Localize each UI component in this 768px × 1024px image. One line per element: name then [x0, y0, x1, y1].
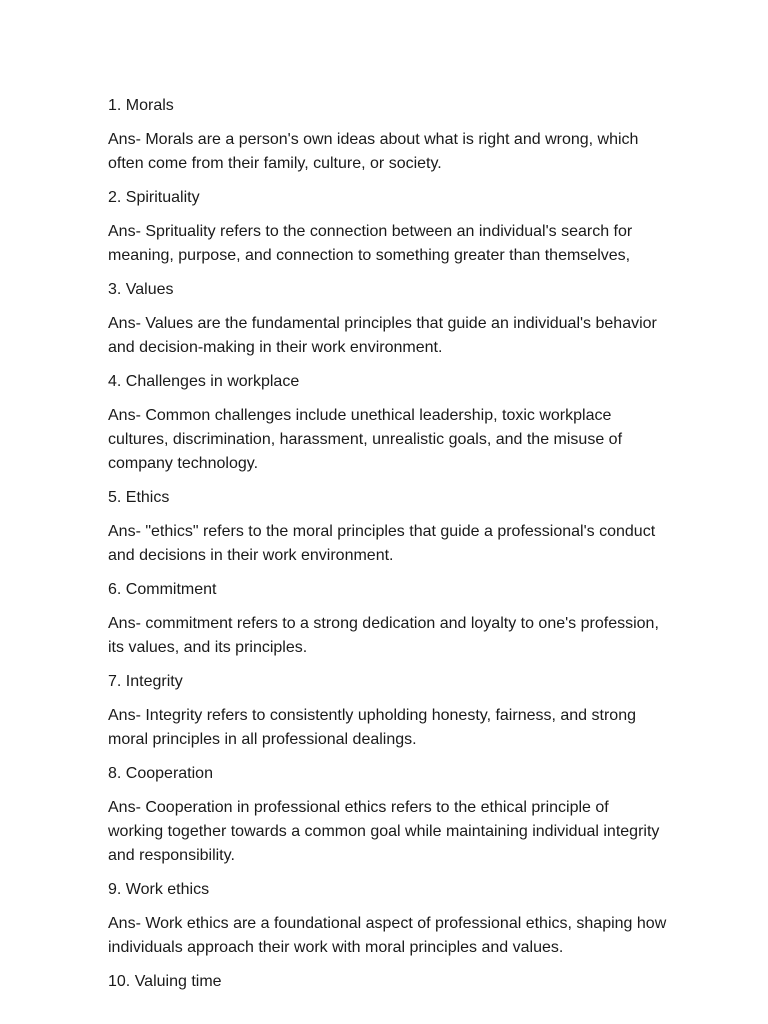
- question-heading: 4. Challenges in workplace: [108, 373, 300, 390]
- qa-item-integrity: [108, 670, 668, 752]
- question-heading: 6. Commitment: [108, 581, 217, 598]
- question-heading: 8. Cooperation: [108, 765, 213, 782]
- question-heading: 10. Valuing time: [108, 973, 222, 990]
- answer-text: Ans- "ethics" refers to the moral principles that guide a professional's conduct and decisions in their work environment.: [108, 523, 656, 564]
- qa-item-challenges: [108, 370, 668, 476]
- answer-text: Ans- Cooperation in professional ethics refers to the ethical principle of working together towards a common goal while maintaining individual integrity and responsibility.: [108, 799, 660, 864]
- answer-text: Ans- Sprituality refers to the connection between an individual's search for meaning, purpose, and connection to something greater than themselves,: [108, 223, 633, 264]
- answer-text: Ans- commitment refers to a strong dedication and loyalty to one's profession, its values, and its principles.: [108, 615, 659, 656]
- qa-item-morals: [108, 94, 668, 176]
- qa-item-values: [108, 278, 668, 360]
- qa-item-valuing-time: [108, 970, 668, 994]
- answer-text: Ans- Common challenges include unethical leadership, toxic workplace cultures, discrimination, harassment, unrealistic goals, and the misuse of company technology.: [108, 407, 623, 472]
- qa-item-work-ethics: [108, 878, 668, 960]
- question-heading: 2. Spirituality: [108, 189, 200, 206]
- question-heading: 7. Integrity: [108, 673, 183, 690]
- answer-text: Ans- Morals are a person's own ideas about what is right and wrong, which often come from their family, culture, or society.: [108, 131, 639, 172]
- question-heading: 1. Morals: [108, 97, 174, 114]
- question-heading: 5. Ethics: [108, 489, 170, 506]
- answer-text: Ans- Integrity refers to consistently upholding honesty, fairness, and strong moral principles in all professional dealings.: [108, 707, 636, 748]
- document-page: [108, 94, 668, 1004]
- answer-text: Ans- Values are the fundamental principles that guide an individual's behavior and decision-making in their work environment.: [108, 315, 657, 356]
- qa-item-ethics: [108, 486, 668, 568]
- qa-item-commitment: [108, 578, 668, 660]
- question-heading: 3. Values: [108, 281, 174, 298]
- qa-item-cooperation: [108, 762, 668, 868]
- question-heading: 9. Work ethics: [108, 881, 210, 898]
- answer-text: Ans- Work ethics are a foundational aspect of professional ethics, shaping how individuals approach their work with moral principles and values.: [108, 915, 667, 956]
- qa-item-spirituality: [108, 186, 668, 268]
